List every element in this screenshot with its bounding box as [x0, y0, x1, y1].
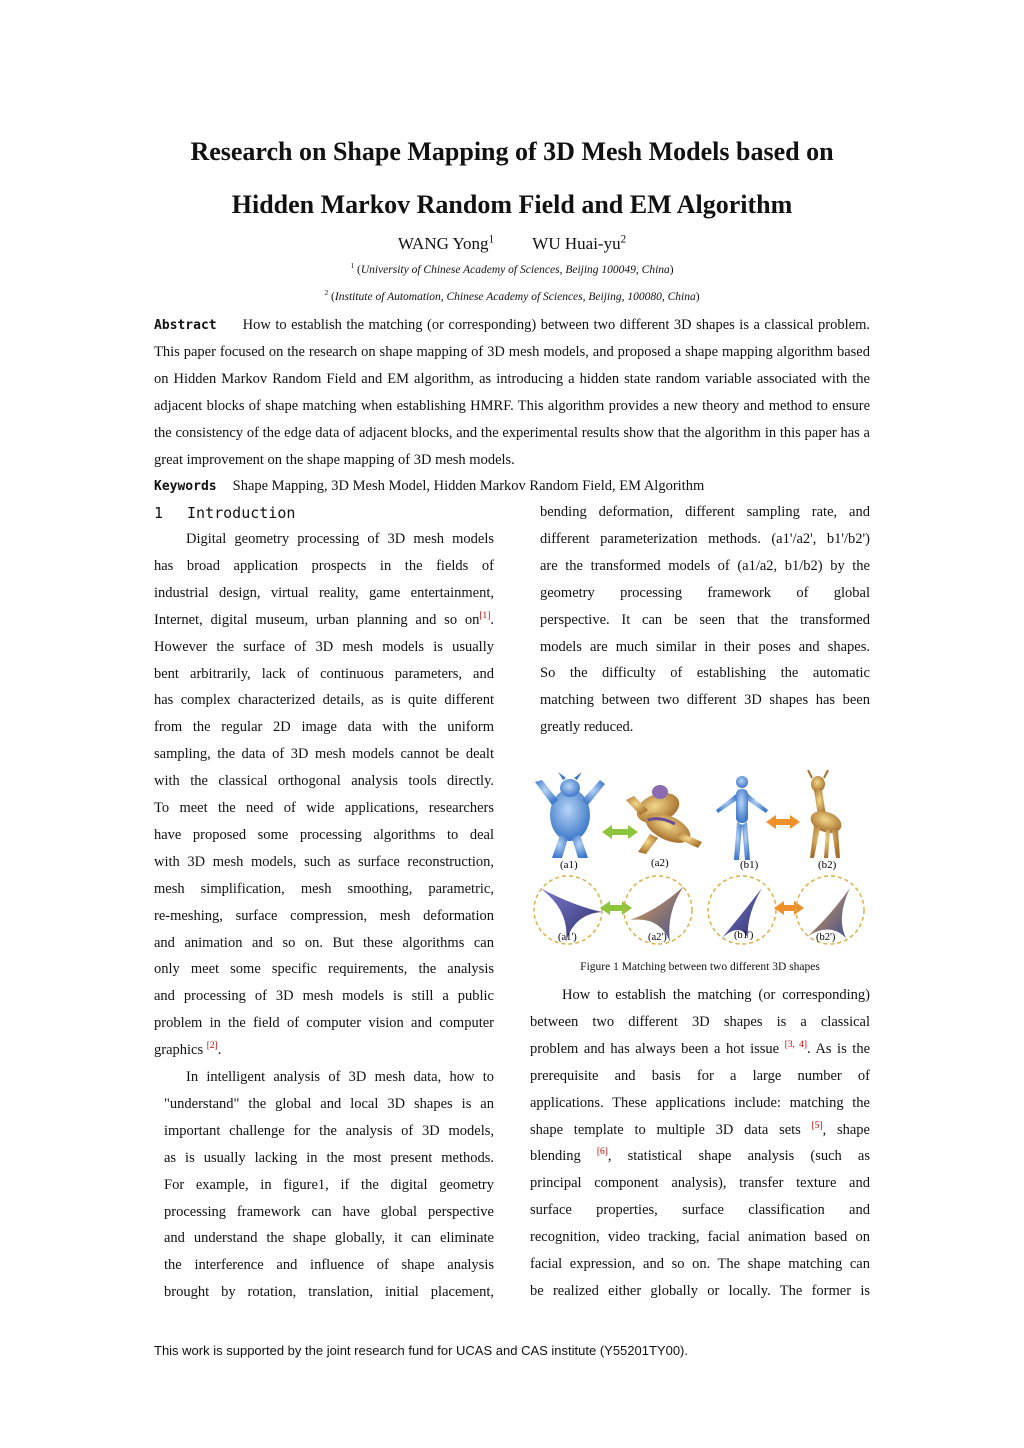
text-line: sampling, the data of 3D mesh models cannot be dealt — [154, 746, 494, 763]
text-line: bent arbitrarily, lack of continuous parameters, and — [154, 665, 494, 682]
affiliation-1: $^1$ (University of Chinese Academy of Sciences, Beijing 100049, China) — [350, 261, 674, 276]
label-a2-prime: (a2') — [648, 932, 667, 943]
match-arrow-b — [766, 815, 800, 829]
text-line: graphics [2]. — [154, 1041, 222, 1059]
text-line: matching between two different 3D shapes has been — [540, 692, 870, 709]
text-line: surface properties, surface classification and — [530, 1202, 870, 1219]
text-line: and processing of 3D mesh models is still a public — [154, 988, 494, 1005]
text-line: mesh simplification, mesh smoothing, parametric, — [154, 880, 494, 897]
text-line: problem and has always been a hot issue [3, 4]. As is the — [530, 1039, 871, 1057]
text-line: facial expression, and so on. The shape matching can — [530, 1256, 870, 1272]
abstract-text: How to establish the matching (or corresponding) between two different 3D shapes is a classical problem. This paper focused on the research on shape mapping of 3D mesh models, and proposed a shape mapping algorithm based on Hidden Markov Random Field and EM algorithm, as introducing a hidden state random variable associated with the adjacent blocks of shape matching when establishing HMRF. This algorithm provides a new theory and method to ensure the consistency of the edge data of adjacent blocks, and the experimental results show that the algorithm in this paper has a great improvement on the shape mapping of 3D mesh models. — [154, 317, 870, 468]
text-line: Internet, digital museum, urban planning and so on[1]. — [154, 610, 494, 628]
label-b1: (b1) — [740, 859, 759, 871]
abstract-label: Abstract — [154, 318, 217, 333]
text-line: with 3D mesh models, such as surface reconstruction, — [154, 853, 494, 870]
label-b1-prime: (b1') — [734, 930, 754, 941]
label-b2: (b2) — [818, 859, 837, 871]
text-line: between two different 3D shapes is a classical — [530, 1013, 870, 1030]
label-a1: (a1) — [560, 859, 578, 871]
text-line: are the transformed models of (a1/a2, b1/b2) by the — [540, 557, 870, 574]
text-line: has broad application prospects in the fields of — [154, 557, 494, 574]
citation-ref: [5] — [811, 1120, 823, 1131]
text-line: For example, in figure1, if the digital geometry — [164, 1176, 494, 1193]
text-line: greatly reduced. — [540, 719, 634, 736]
arrow-a-prime — [600, 901, 632, 915]
arrow-b-prime — [774, 901, 804, 915]
text-line: problem in the field of computer vision and computer — [154, 1015, 494, 1032]
abstract — [154, 312, 870, 474]
keywords-text: Shape Mapping, 3D Mesh Model, Hidden Markov Random Field, EM Algorithm — [232, 478, 705, 494]
model-b1-human — [716, 776, 768, 860]
text-line: be realized either globally or locally. The former is — [530, 1282, 870, 1299]
text-line: So the difficulty of establishing the automatic — [540, 665, 870, 682]
text-line: has complex characterized details, as is quite different — [154, 692, 494, 709]
text-line: How to establish the matching (or corresponding) — [562, 987, 870, 1003]
label-a2: (a2) — [651, 857, 669, 869]
text-line: important challenge for the analysis of 3D models, — [164, 1122, 494, 1139]
text-line: principal component analysis), transfer texture and — [530, 1175, 870, 1192]
funding-footnote: This work is supported by the joint research fund for UCAS and CAS institute (Y55201TY00). — [154, 1343, 688, 1358]
label-a1-prime: (a1') — [558, 932, 577, 943]
text-line: from the regular 2D image data with the uniform — [154, 719, 494, 736]
paper-title-line-2: Hidden Markov Random Field and EM Algorithm — [231, 190, 793, 219]
text-line: In intelligent analysis of 3D mesh data, how to — [186, 1069, 494, 1085]
citation-ref: [3, 4] — [784, 1039, 807, 1050]
text-line: with the classical orthogonal analysis tools directly. — [154, 773, 494, 790]
figure-1 — [530, 770, 870, 950]
keywords-label: Keywords — [154, 479, 217, 494]
author-1: WANG Yong — [397, 234, 489, 253]
text-line: models are much similar in their poses and shapes. — [540, 638, 870, 655]
text-line: bending deformation, different sampling rate, and — [540, 504, 870, 520]
author-1-affil: 1 — [488, 233, 495, 246]
match-arrow-a — [602, 825, 638, 839]
paper-title-line-1: Research on Shape Mapping of 3D Mesh Models based on — [190, 137, 834, 166]
text-line: as is usually lacking in the most present methods. — [164, 1149, 494, 1166]
text-line: have proposed some processing algorithms to deal — [154, 826, 494, 843]
citation-ref: [6] — [596, 1147, 608, 1158]
text-line: blending [6], statistical shape analysis (such as — [530, 1147, 870, 1165]
affiliation-2: $^2$ (Institute of Automation, Chinese Academy of Sciences, Beijing, 100080, China) — [324, 288, 700, 303]
text-line: processing framework can have global perspective — [164, 1203, 494, 1220]
author-2: WU Huai-yu — [532, 234, 621, 253]
text-line: shape template to multiple 3D data sets [5], shape — [530, 1120, 870, 1138]
author-2-affil: 2 — [620, 233, 627, 246]
model-b2-deer — [808, 770, 845, 858]
text-line: recognition, video tracking, facial animation based on — [530, 1229, 870, 1246]
citation-ref: [2] — [206, 1041, 218, 1052]
text-line: the interference and influence of shape analysis — [164, 1257, 494, 1274]
text-line: industrial design, virtual reality, game entertainment, — [154, 584, 494, 601]
model-a2-figure — [626, 785, 702, 854]
keywords — [154, 478, 704, 495]
text-line: re-meshing, surface compression, mesh deformation — [154, 907, 494, 924]
label-b2-prime: (b2') — [816, 932, 836, 943]
figure-1-caption: Figure 1 Matching between two different 3D shapes — [580, 961, 820, 973]
text-line: brought by rotation, translation, initial placement, — [164, 1284, 494, 1301]
text-line: geometry processing framework of global — [540, 584, 870, 601]
author-line — [0, 234, 1024, 254]
text-line: and understand the shape globally, it can eliminate — [164, 1230, 494, 1247]
text-line: "understand" the global and local 3D shapes is an — [164, 1095, 494, 1112]
section-heading-introduction: 1 Introduction — [154, 504, 296, 522]
text-line: only meet some specific requirements, the analysis — [154, 961, 494, 978]
text-line: However the surface of 3D mesh models is usually — [154, 638, 494, 655]
text-line: Digital geometry processing of 3D mesh models — [186, 531, 494, 547]
model-a1-monster — [535, 772, 605, 858]
text-line: prerequisite and basis for a large number of — [530, 1067, 870, 1084]
text-line: and animation and so on. But these algorithms can — [154, 934, 494, 951]
text-line: perspective. It can be seen that the transformed — [540, 611, 870, 628]
text-line: To meet the need of wide applications, researchers — [154, 800, 494, 816]
text-line: different parameterization methods. (a1'/a2', b1'/b2') — [540, 530, 870, 547]
text-line: applications. These applications include: matching the — [530, 1094, 870, 1111]
citation-ref: [1] — [479, 610, 491, 621]
